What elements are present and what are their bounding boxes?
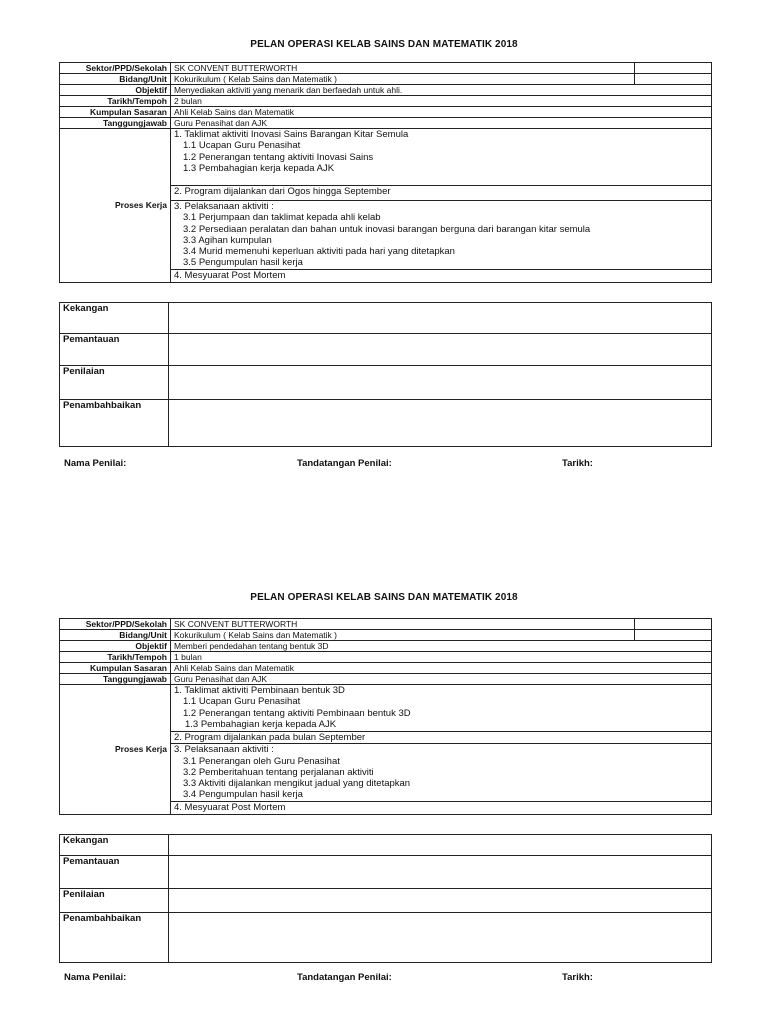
value-tanggungjawab[interactable]: Guru Penasihat dan AJK	[171, 118, 712, 129]
label-kekangan: Kekangan	[60, 835, 169, 856]
step-heading: 2. Program dijalankan dari Ogos hingga September	[174, 186, 391, 197]
extra-cell[interactable]	[635, 619, 712, 630]
process-step-3[interactable]	[171, 744, 712, 801]
label-tarikh: Tarikh/Tempoh	[60, 96, 171, 107]
label-penilaian: Penilaian	[60, 889, 169, 913]
step-item: 1.3 Pembahagian kerja kepada AJK	[185, 718, 337, 730]
label-penilaian: Penilaian	[60, 366, 169, 400]
plan-info-table	[59, 62, 712, 283]
step-item: 3.1 Penerangan oleh Guru Penasihat	[183, 755, 340, 767]
evaluation-table	[59, 302, 712, 447]
value-bidang[interactable]: Kokurikulum ( Kelab Sains dan Matematik )	[171, 630, 635, 641]
field-pemantauan[interactable]	[169, 856, 712, 889]
step-item: 3.5 Pengumpulan hasil kerja	[183, 257, 303, 269]
label-sektor: Sektor/PPD/Sekolah	[60, 619, 171, 630]
extra-cell[interactable]	[635, 630, 712, 641]
step-item: 3.1 Perjumpaan dan taklimat kepada ahli kelab	[183, 212, 381, 224]
footer-nama-penilai: Nama Penilai:	[64, 972, 127, 983]
step-item: 3.3 Agihan kumpulan	[183, 234, 272, 246]
step-heading: 3. Pelaksanaan aktiviti :	[174, 744, 274, 756]
field-penambahbaikan[interactable]	[169, 400, 712, 447]
step-heading: 4. Mesyuarat Post Mortem	[174, 269, 286, 281]
label-penambahbaikan: Penambahbaikan	[60, 400, 169, 447]
step-heading: 3. Pelaksanaan aktiviti :	[174, 201, 274, 212]
step-item: 3.3 Aktiviti dijalankan mengikut jadual yang ditetapkan	[183, 778, 411, 790]
extra-cell[interactable]	[635, 74, 712, 85]
label-bidang: Bidang/Unit	[60, 74, 171, 85]
value-sektor[interactable]: SK CONVENT BUTTERWORTH	[171, 63, 635, 74]
value-kumpulan[interactable]: Ahli Kelab Sains dan Matematik	[171, 107, 712, 118]
process-step-2[interactable]	[171, 186, 712, 201]
value-tarikh[interactable]: 2 bulan	[171, 96, 712, 107]
footer-tarikh: Tarikh:	[562, 458, 593, 469]
process-step-4[interactable]	[171, 269, 712, 282]
step-item: 1.3 Pembahagian kerja kepada AJK	[183, 162, 335, 174]
value-objektif[interactable]: Menyediakan aktiviti yang menarik dan berfaedah untuk ahli.	[171, 85, 712, 96]
step-item: 3.4 Pengumpulan hasil kerja	[183, 789, 303, 801]
step-item: 1.2 Penerangan tentang aktiviti Inovasi Sains	[183, 151, 374, 163]
label-penambahbaikan: Penambahbaikan	[60, 913, 169, 963]
step-item: 1.1 Ucapan Guru Penasihat	[183, 140, 301, 152]
step-item: 3.4 Murid memenuhi keperluan aktiviti pada hari yang ditetapkan	[183, 246, 455, 258]
label-objektif: Objektif	[60, 641, 171, 652]
label-pemantauan: Pemantauan	[60, 334, 169, 366]
process-step-1[interactable]	[171, 685, 712, 732]
plan-info-table	[59, 618, 712, 815]
field-kekangan[interactable]	[169, 303, 712, 334]
label-tarikh: Tarikh/Tempoh	[60, 652, 171, 663]
field-penilaian[interactable]	[169, 889, 712, 913]
step-item: 3.2 Persediaan peralatan dan bahan untuk inovasi barangan berguna dari barangan kitar semula	[183, 223, 591, 235]
process-step-4[interactable]	[171, 801, 712, 814]
extra-cell[interactable]	[635, 63, 712, 74]
label-kumpulan: Kumpulan Sasaran	[60, 663, 171, 674]
label-objektif: Objektif	[60, 85, 171, 96]
value-sektor[interactable]: SK CONVENT BUTTERWORTH	[171, 619, 635, 630]
process-step-2[interactable]	[171, 732, 712, 744]
process-step-1[interactable]	[171, 129, 712, 186]
label-kumpulan: Kumpulan Sasaran	[60, 107, 171, 118]
evaluation-table	[59, 834, 712, 963]
field-pemantauan[interactable]	[169, 334, 712, 366]
label-kekangan: Kekangan	[60, 303, 169, 334]
step-heading: 1. Taklimat aktiviti Inovasi Sains Barangan Kitar Semula	[174, 129, 409, 140]
label-proses-kerja: Proses Kerja	[60, 129, 171, 283]
footer-tandatangan-penilai: Tandatangan Penilai:	[297, 972, 392, 983]
label-tanggungjawab: Tanggungjawab	[60, 118, 171, 129]
form-title: PELAN OPERASI KELAB SAINS DAN MATEMATIK 2018	[250, 39, 518, 50]
label-sektor: Sektor/PPD/Sekolah	[60, 63, 171, 74]
footer-tarikh: Tarikh:	[562, 972, 593, 983]
value-tanggungjawab[interactable]: Guru Penasihat dan AJK	[171, 674, 712, 685]
footer-nama-penilai: Nama Penilai:	[64, 458, 127, 469]
label-pemantauan: Pemantauan	[60, 856, 169, 889]
process-step-3[interactable]	[171, 201, 712, 270]
label-proses-kerja: Proses Kerja	[60, 685, 171, 815]
step-item: 1.1 Ucapan Guru Penasihat	[183, 696, 301, 708]
value-bidang[interactable]: Kokurikulum ( Kelab Sains dan Matematik )	[171, 74, 635, 85]
step-heading: 4. Mesyuarat Post Mortem	[174, 801, 286, 813]
value-tarikh[interactable]: 1 bulan	[171, 652, 712, 663]
step-heading: 2. Program dijalankan pada bulan September	[174, 732, 366, 743]
field-kekangan[interactable]	[169, 835, 712, 856]
field-penilaian[interactable]	[169, 366, 712, 400]
footer-tandatangan-penilai: Tandatangan Penilai:	[297, 458, 392, 469]
value-kumpulan[interactable]: Ahli Kelab Sains dan Matematik	[171, 663, 712, 674]
field-penambahbaikan[interactable]	[169, 913, 712, 963]
form-title: PELAN OPERASI KELAB SAINS DAN MATEMATIK 2018	[250, 592, 518, 603]
step-item: 1.2 Penerangan tentang aktiviti Pembinaan bentuk 3D	[183, 707, 411, 719]
label-bidang: Bidang/Unit	[60, 630, 171, 641]
value-objektif[interactable]: Memberi pendedahan tentang bentuk 3D	[171, 641, 712, 652]
step-heading: 1. Taklimat aktiviti Pembinaan bentuk 3D	[174, 685, 345, 696]
step-item: 3.2 Pemberitahuan tentang perjalanan aktiviti	[183, 766, 374, 778]
label-tanggungjawab: Tanggungjawab	[60, 674, 171, 685]
